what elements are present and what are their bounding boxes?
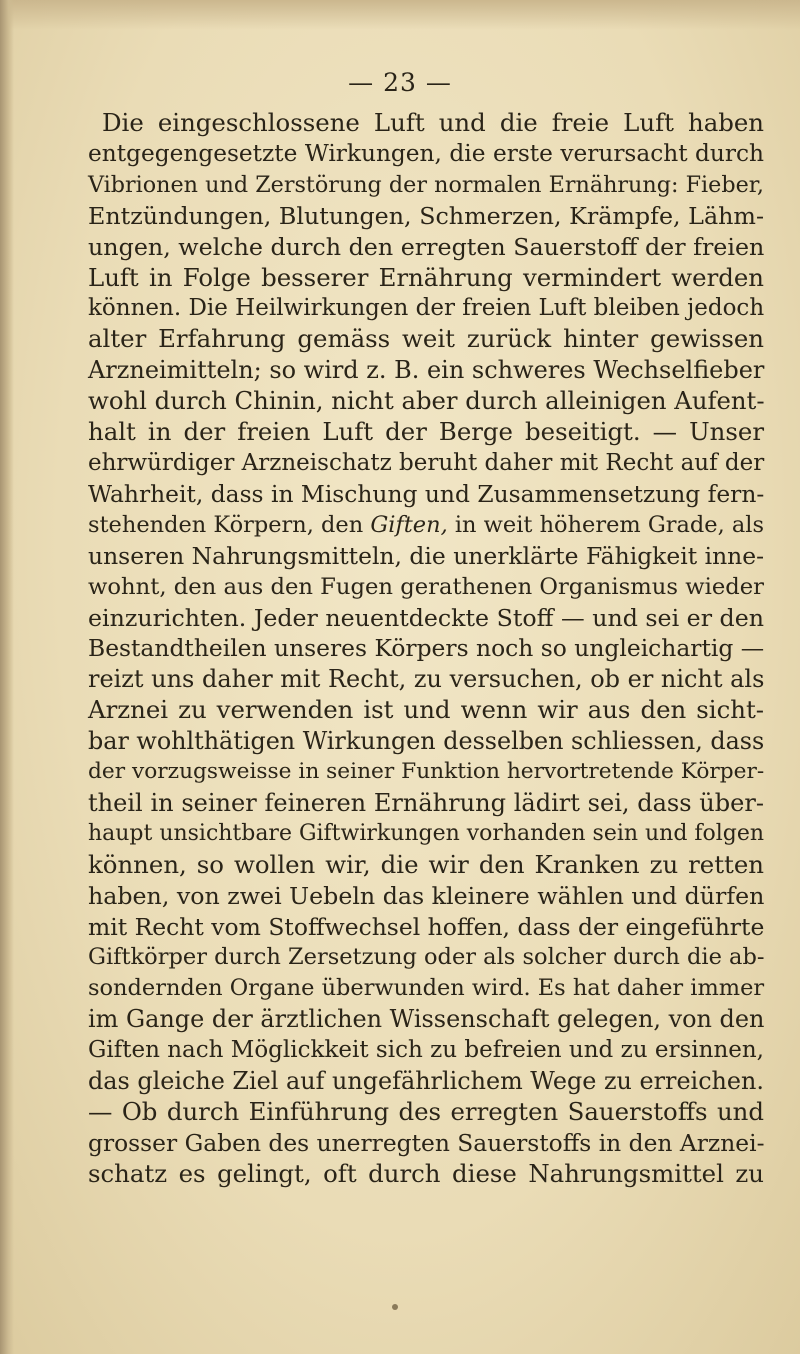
text-line: Giften nach Möglickkeit sich zu befreien und zu ersinnen, [88,1037,764,1064]
text-line: mit Recht vom Stoffwechsel hoffen, dass der eingeführte [88,912,765,941]
text-line: schatz es gelingt, oft durch diese Nahrungsmittel zu [88,1158,764,1188]
body-paragraph [88,108,764,1190]
text-line: Luft in Folge besserer Ernährung vermindert werden [88,262,764,292]
text-line: Giftkörper durch Zersetzung oder als solcher durch die ab- [88,944,765,971]
text-line: das gleiche Ziel auf ungefährlichem Wege zu erreichen. [88,1067,764,1096]
text-line: Die eingeschlossene Luft und die freie Luft haben [102,108,764,137]
binding-shadow [0,0,14,1354]
text-line: wohl durch Chinin, nicht aber durch alleinigen Aufent- [88,386,765,416]
top-edge-shadow [0,0,800,30]
text-line: reizt uns daher mit Recht, zu versuchen, ob er nicht als [88,665,765,694]
text-line-with-italic [88,510,764,541]
text-segment: in weit höherem Grade, als [454,511,764,538]
text-line: Bestandtheilen unseres Körpers noch so ungleichartig — [88,634,765,663]
italic-term: Giften, [370,511,448,538]
text-line: können. Die Heilwirkungen der freien Luft bleiben jedoch [88,295,765,322]
text-line: ehrwürdiger Arzneischatz beruht daher mit Recht auf der [88,449,765,476]
text-line: Arzneimitteln; so wird z. B. ein schweres Wechselfieber [88,356,765,385]
text-line: alter Erfahrung gemäss weit zurück hinter gewissen [88,324,764,354]
text-line: sondernden Organe überwunden wird. Es hat daher immer [88,975,765,1002]
text-line: im Gange der ärztlichen Wissenschaft gelegen, von den [88,1005,765,1034]
text-line: Vibrionen und Zerstörung der normalen Ernährung: Fieber, [88,171,764,198]
text-line: bar wohlthätigen Wirkungen desselben schliessen, dass [88,727,765,756]
text-line: theil in seiner feineren Ernährung lädirt sei, dass über- [88,788,764,817]
text-line: der vorzugsweisse in seiner Funktion hervortretende Körper- [88,759,765,785]
text-line: haupt unsichtbare Giftwirkungen vorhanden sein und folgen [88,820,765,846]
text-line: wohnt, den aus den Fugen gerathenen Organismus wieder [88,573,764,600]
text-line: einzurichten. Jeder neuentdeckte Stoff — und sei er den [88,603,764,632]
text-line: Entzündungen, Blutungen, Schmerzen, Krämpfe, Lähm- [88,201,764,230]
text-line: Wahrheit, dass in Mischung und Zusammensetzung fern- [88,479,765,508]
text-line: — Ob durch Einführung des erregten Sauerstoffs und [88,1097,764,1126]
text-line: ungen, welche durch den erregten Sauerstoff der freien [88,232,765,261]
text-line: grosser Gaben des unerregten Sauerstoffs in den Arznei- [88,1128,765,1157]
text-line: entgegengesetzte Wirkungen, die erste verursacht durch [88,139,764,167]
print-speck [392,1304,398,1310]
text-line: haben, von zwei Uebeln das kleinere wählen und dürfen [88,881,765,910]
text-line: Arznei zu verwenden ist und wenn wir aus den sicht- [88,695,764,725]
text-line: können, so wollen wir, die wir den Kranken zu retten [88,849,764,879]
text-line: halt in der freien Luft der Berge beseitigt. — Unser [88,417,764,447]
text-line: unseren Nahrungsmitteln, die unerklärte Fähigkeit inne- [88,541,765,570]
page-number: — 23 — [348,68,452,97]
text-segment: stehenden Körpern, den [88,511,364,538]
